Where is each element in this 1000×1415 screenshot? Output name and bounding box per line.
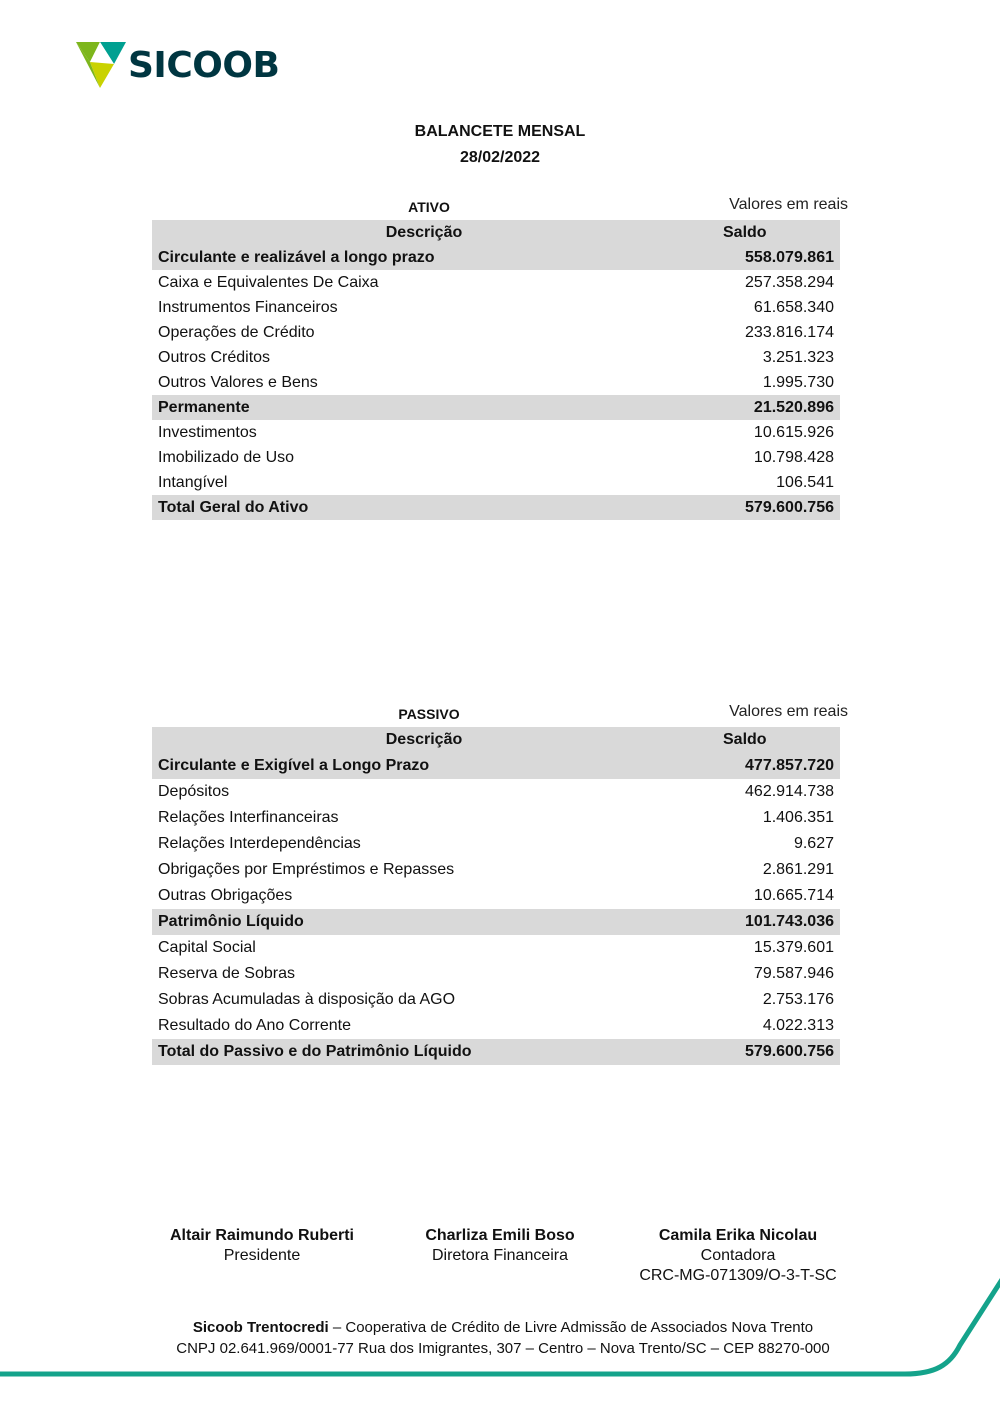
group-row xyxy=(152,395,840,420)
column-header-description: Descrição xyxy=(152,727,696,753)
row-balance: 3.251.323 xyxy=(762,348,834,366)
row-description: Intangível xyxy=(158,473,228,491)
footer-org-description: – Cooperativa de Crédito de Livre Admissão de Associados Nova Trento xyxy=(328,1319,814,1336)
row-description: Outras Obrigações xyxy=(158,887,293,904)
row-balance: 106.541 xyxy=(776,473,834,491)
document-title: BALANCETE MENSAL xyxy=(414,123,586,140)
passivo-label: PASSIVO xyxy=(398,706,460,722)
row-description: Caixa e Equivalentes De Caixa xyxy=(158,273,379,291)
signer-role: Presidente xyxy=(223,1247,301,1264)
row-balance: 79.587.946 xyxy=(753,965,834,982)
row-balance: 579.600.756 xyxy=(696,1039,840,1065)
table-row xyxy=(152,420,840,445)
row-balance: 10.665.714 xyxy=(753,887,834,904)
row-description: Relações Interdependências xyxy=(158,835,361,852)
group-row xyxy=(152,245,840,270)
table-row xyxy=(152,883,840,909)
row-balance: 579.600.756 xyxy=(696,495,840,520)
row-description: Capital Social xyxy=(158,939,256,956)
row-balance: 101.743.036 xyxy=(696,909,840,935)
table-row xyxy=(152,295,840,320)
signer-name: Charliza Emili Boso xyxy=(425,1227,575,1244)
total-row xyxy=(152,495,840,520)
row-description: Sobras Acumuladas à disposição da AGO xyxy=(158,991,456,1008)
row-description: Circulante e realizável a longo prazo xyxy=(152,245,696,270)
row-description: Operações de Crédito xyxy=(158,323,315,341)
row-balance: 2.753.176 xyxy=(762,991,834,1008)
row-description: Reserva de Sobras xyxy=(158,965,295,982)
row-balance: 477.857.720 xyxy=(696,753,840,779)
row-balance: 233.816.174 xyxy=(745,323,834,341)
table-row xyxy=(152,1013,840,1039)
row-description: Total do Passivo e do Patrimônio Líquido xyxy=(152,1039,696,1065)
row-description: Outros Créditos xyxy=(158,348,271,366)
table-row xyxy=(152,935,840,961)
row-balance: 21.520.896 xyxy=(696,395,840,420)
ativo-table xyxy=(152,220,840,520)
row-description: Resultado do Ano Corrente xyxy=(158,1017,352,1034)
column-header-balance: Saldo xyxy=(696,220,840,245)
table-row xyxy=(152,987,840,1013)
table-row xyxy=(152,345,840,370)
table-row xyxy=(152,370,840,395)
document-date: 28/02/2022 xyxy=(459,149,541,166)
signer-role: Diretora Financeira xyxy=(431,1247,569,1264)
table-row xyxy=(152,857,840,883)
row-description: Outros Valores e Bens xyxy=(158,373,318,391)
sicoob-triangle-icon xyxy=(76,42,126,88)
row-balance: 10.798.428 xyxy=(753,448,834,466)
signature-president xyxy=(152,1226,372,1266)
passivo-table-header xyxy=(152,727,840,753)
footer-line-2: CNPJ 02.641.969/0001-77 Rua dos Imigrantes, 307 – Centro – Nova Trento/SC – CEP 88270-000 xyxy=(176,1340,830,1357)
row-description: Imobilizado de Uso xyxy=(158,448,295,466)
sicoob-logo xyxy=(76,42,279,88)
passivo-table xyxy=(152,727,840,1065)
row-description: Relações Interfinanceiras xyxy=(158,809,339,826)
column-header-balance: Saldo xyxy=(696,727,840,753)
table-row xyxy=(152,445,840,470)
group-row xyxy=(152,753,840,779)
row-description: Circulante e Exigível a Longo Prazo xyxy=(152,753,696,779)
footer-wave-decoration xyxy=(0,1270,1000,1380)
signature-financial-director xyxy=(390,1226,610,1266)
row-description: Investimentos xyxy=(158,423,257,441)
table-row xyxy=(152,961,840,987)
passivo-section xyxy=(152,701,848,1065)
row-balance: 9.627 xyxy=(793,835,834,852)
row-description: Instrumentos Financeiros xyxy=(158,298,338,316)
row-balance: 4.022.313 xyxy=(762,1017,834,1034)
row-balance: 462.914.738 xyxy=(745,783,834,800)
total-row xyxy=(152,1039,840,1065)
row-description: Depósitos xyxy=(158,783,230,800)
signer-name: Camila Erika Nicolau xyxy=(658,1227,818,1244)
row-description: Total Geral do Ativo xyxy=(152,495,696,520)
group-row xyxy=(152,909,840,935)
ativo-label: ATIVO xyxy=(408,199,450,215)
row-balance: 1.995.730 xyxy=(762,373,834,391)
row-balance: 10.615.926 xyxy=(753,423,834,441)
table-row xyxy=(152,320,840,345)
table-row xyxy=(152,831,840,857)
row-balance: 15.379.601 xyxy=(753,939,834,956)
row-balance: 558.079.861 xyxy=(696,245,840,270)
row-description: Patrimônio Líquido xyxy=(152,909,696,935)
ativo-table-header xyxy=(152,220,840,245)
signer-role: Contadora xyxy=(700,1247,776,1264)
signer-registration: CRC-MG-071309/O-3-T-SC xyxy=(639,1267,837,1284)
row-balance: 61.658.340 xyxy=(753,298,834,316)
table-row xyxy=(152,805,840,831)
passivo-units: Valores em reais xyxy=(729,703,848,720)
ativo-units: Valores em reais xyxy=(729,196,848,213)
table-row xyxy=(152,470,840,495)
table-row xyxy=(152,779,840,805)
row-balance: 257.358.294 xyxy=(745,273,834,291)
row-description: Permanente xyxy=(152,395,696,420)
row-balance: 2.861.291 xyxy=(762,861,834,878)
row-balance: 1.406.351 xyxy=(762,809,834,826)
column-header-description: Descrição xyxy=(152,220,696,245)
footer-org-name: Sicoob Trentocredi xyxy=(192,1319,329,1336)
logo-text: SICOOB xyxy=(128,44,280,86)
signer-name: Altair Raimundo Ruberti xyxy=(169,1227,354,1244)
row-description: Obrigações por Empréstimos e Repasses xyxy=(158,861,455,878)
ativo-section xyxy=(152,194,848,520)
document-header xyxy=(0,119,1000,171)
table-row xyxy=(152,270,840,295)
